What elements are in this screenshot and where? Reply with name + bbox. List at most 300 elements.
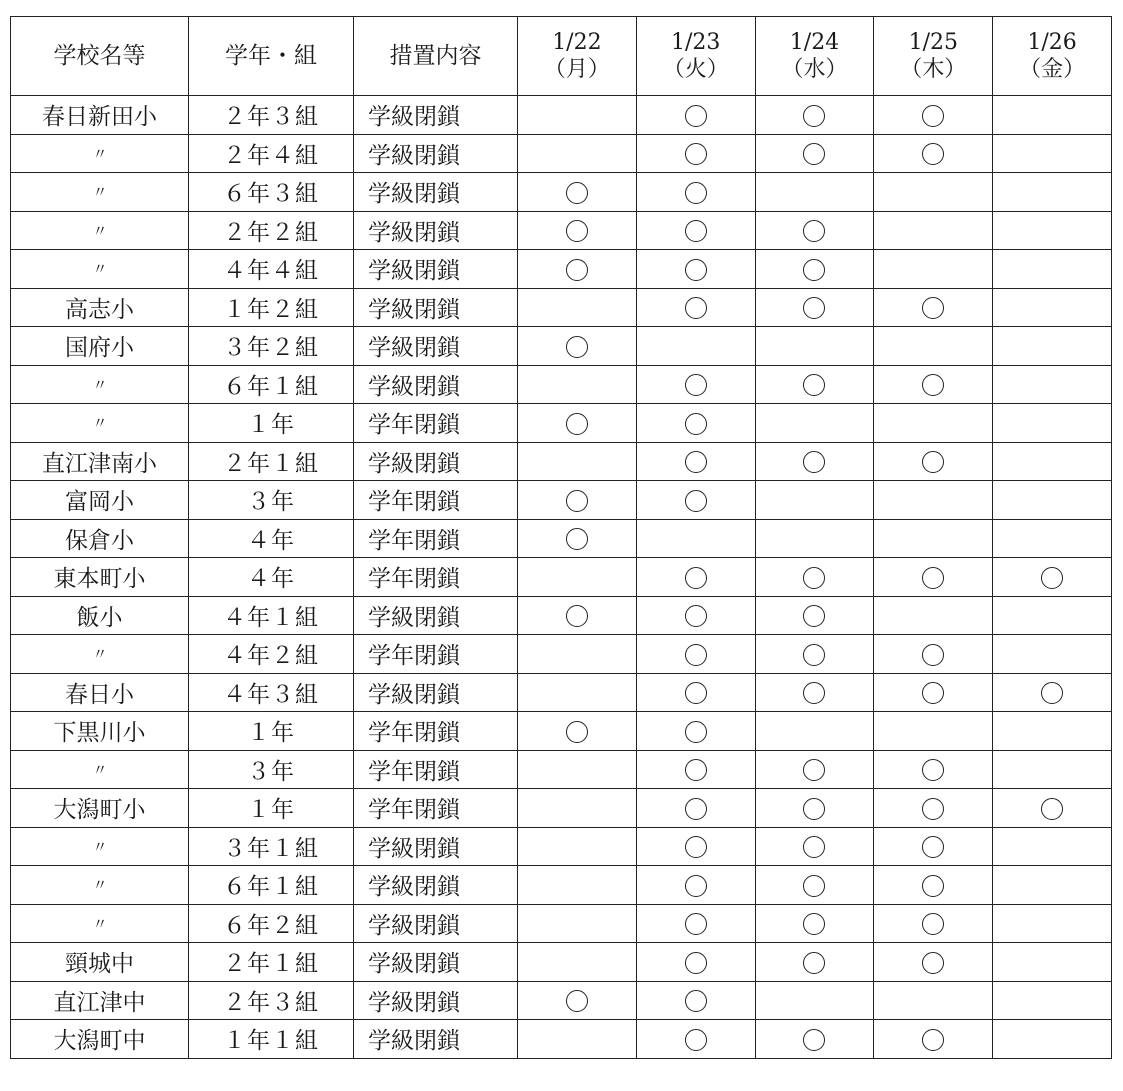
day-weekday: （水） [781,57,848,82]
closure-mark-icon [922,682,944,704]
measure-cell: 学級閉鎖 [354,96,518,135]
closure-mark-icon [922,836,944,858]
day-cell [874,327,993,366]
day-cell [993,173,1112,212]
day-cell [755,596,874,635]
grade-class-cell: １年２組 [189,288,354,327]
day-cell [636,558,755,597]
day-cell [755,827,874,866]
table-row [11,558,1112,597]
day-cell [518,250,637,289]
day-cell [993,673,1112,712]
day-cell [993,519,1112,558]
measure-cell: 学級閉鎖 [354,327,518,366]
closure-mark-icon [566,220,588,242]
day-column-header [755,17,874,96]
day-column-header [636,17,755,96]
measure-cell: 学級閉鎖 [354,173,518,212]
table-row [11,827,1112,866]
day-cell [636,904,755,943]
closure-mark-icon [803,875,825,897]
day-cell [874,134,993,173]
grade-class-cell: １年 [189,404,354,443]
day-cell [755,712,874,751]
measure-cell: 学級閉鎖 [354,442,518,481]
grade-class-cell: ４年 [189,519,354,558]
day-weekday: （火） [662,57,729,82]
measure-cell: 学年閉鎖 [354,558,518,597]
grade-class-cell: ２年１組 [189,943,354,982]
measure-cell: 学級閉鎖 [354,596,518,635]
closure-mark-icon [803,913,825,935]
closure-mark-icon [803,952,825,974]
day-cell [755,134,874,173]
closure-mark-icon [685,413,707,435]
day-cell [874,250,993,289]
day-cell [636,173,755,212]
measure-cell: 学級閉鎖 [354,904,518,943]
closure-mark-icon [803,836,825,858]
day-cell [993,327,1112,366]
measure-cell: 学年閉鎖 [354,750,518,789]
day-cell [636,250,755,289]
table-row [11,943,1112,982]
day-cell [993,365,1112,404]
day-column-header [874,17,993,96]
day-cell [518,134,637,173]
day-cell [993,250,1112,289]
day-cell [636,789,755,828]
closure-mark-icon [685,259,707,281]
closure-mark-icon [685,721,707,743]
day-cell [755,365,874,404]
school-name-cell: 春日小 [11,673,189,712]
closure-mark-icon [566,182,588,204]
day-cell [993,866,1112,905]
day-cell [874,442,993,481]
day-cell [874,789,993,828]
day-cell [993,904,1112,943]
day-cell [874,750,993,789]
closure-mark-icon [803,759,825,781]
measure-cell: 学年閉鎖 [354,789,518,828]
day-cell [636,327,755,366]
grade-class-cell: ３年２組 [189,327,354,366]
closure-mark-icon [685,182,707,204]
table-row [11,904,1112,943]
closure-mark-icon [685,759,707,781]
measure-cell: 学級閉鎖 [354,288,518,327]
day-cell [518,96,637,135]
header-row [11,17,1112,96]
measure-cell: 学年閉鎖 [354,635,518,674]
grade-class-cell: ２年４組 [189,134,354,173]
day-cell [636,673,755,712]
closure-mark-icon [685,105,707,127]
table-row [11,327,1112,366]
closure-mark-icon [922,952,944,974]
closure-mark-icon [803,644,825,666]
day-cell [874,365,993,404]
measure-cell: 学級閉鎖 [354,250,518,289]
closure-mark-icon [1041,682,1063,704]
grade-class-cell: ３年 [189,481,354,520]
day-cell [755,211,874,250]
day-cell [755,442,874,481]
day-cell [755,866,874,905]
closure-mark-icon [922,759,944,781]
closure-mark-icon [922,567,944,589]
day-cell [636,211,755,250]
closure-mark-icon [803,567,825,589]
measure-cell: 学級閉鎖 [354,943,518,982]
day-cell [636,404,755,443]
day-cell [993,288,1112,327]
table-row [11,96,1112,135]
day-cell [874,404,993,443]
closure-mark-icon [685,682,707,704]
day-cell [755,288,874,327]
grade-class-cell: ４年 [189,558,354,597]
day-cell [874,904,993,943]
day-cell [755,673,874,712]
closure-mark-icon [685,490,707,512]
closure-mark-icon [803,1029,825,1051]
day-cell [636,96,755,135]
day-cell [993,981,1112,1020]
day-cell [755,750,874,789]
day-cell [755,173,874,212]
measure-cell: 学級閉鎖 [354,365,518,404]
school-name-cell: 〃 [11,250,189,289]
day-date: 1/23 [670,29,721,55]
closure-mark-icon [685,567,707,589]
day-cell [636,481,755,520]
table-row [11,365,1112,404]
closure-mark-icon [685,451,707,473]
closure-mark-icon [922,297,944,319]
grade-class-cell: ２年２組 [189,211,354,250]
table-body [11,96,1112,1059]
table-row [11,981,1112,1020]
closure-mark-icon [566,605,588,627]
day-cell [518,750,637,789]
day-cell [636,712,755,751]
closure-mark-icon [1041,567,1063,589]
day-cell [993,134,1112,173]
day-cell [518,635,637,674]
day-cell [518,558,637,597]
day-cell [755,789,874,828]
day-cell [755,904,874,943]
measure-cell: 学年閉鎖 [354,404,518,443]
day-cell [874,96,993,135]
closure-mark-icon [803,374,825,396]
measure-cell: 学級閉鎖 [354,134,518,173]
grade-class-cell: ２年３組 [189,96,354,135]
day-cell [518,327,637,366]
day-cell [874,943,993,982]
closure-mark-icon [803,220,825,242]
measure-cell: 学年閉鎖 [354,712,518,751]
table-row [11,789,1112,828]
closure-mark-icon [922,105,944,127]
day-cell [636,288,755,327]
closure-mark-icon [685,297,707,319]
closure-table [10,16,1112,1059]
closure-mark-icon [803,451,825,473]
table-header [11,17,1112,96]
day-cell [874,558,993,597]
grade-class-cell: ４年１組 [189,596,354,635]
day-cell [993,943,1112,982]
day-cell [518,173,637,212]
day-cell [993,442,1112,481]
measure-cell: 学級閉鎖 [354,866,518,905]
day-cell [518,866,637,905]
day-date: 1/24 [789,29,840,55]
day-cell [755,250,874,289]
closure-mark-icon [566,721,588,743]
day-date: 1/22 [552,29,602,55]
day-weekday: （木） [900,57,967,82]
grade-class-cell: ２年３組 [189,981,354,1020]
grade-class-cell: １年 [189,712,354,751]
day-cell [874,635,993,674]
table-row [11,519,1112,558]
school-name-cell: 大潟町中 [11,1020,189,1059]
closure-mark-icon [803,297,825,319]
day-cell [874,673,993,712]
school-name-cell: 〃 [11,750,189,789]
day-cell [874,827,993,866]
closure-mark-icon [685,875,707,897]
day-cell [518,712,637,751]
day-cell [636,596,755,635]
school-name-cell: 〃 [11,635,189,674]
day-cell [518,981,637,1020]
school-column-header: 学校名等 [11,17,189,96]
school-name-cell: 〃 [11,904,189,943]
day-cell [518,288,637,327]
closure-mark-icon [803,259,825,281]
day-cell [636,134,755,173]
closure-mark-icon [922,374,944,396]
table-row [11,1020,1112,1059]
grade-column-header: 学年・組 [189,17,354,96]
day-cell [636,943,755,982]
school-name-cell: 保倉小 [11,519,189,558]
day-cell [874,288,993,327]
school-name-cell: 飯小 [11,596,189,635]
day-cell [993,712,1112,751]
day-cell [636,1020,755,1059]
table-row [11,673,1112,712]
closure-mark-icon [922,875,944,897]
table-row [11,288,1112,327]
closure-mark-icon [685,990,707,1012]
school-name-cell: 頸城中 [11,943,189,982]
day-cell [993,481,1112,520]
day-cell [993,96,1112,135]
table-row [11,211,1112,250]
closure-mark-icon [685,913,707,935]
school-name-cell: 富岡小 [11,481,189,520]
closure-mark-icon [922,143,944,165]
day-cell [636,635,755,674]
grade-class-cell: ６年３組 [189,173,354,212]
closure-mark-icon [685,836,707,858]
day-cell [636,981,755,1020]
day-column-header [518,17,637,96]
day-cell [874,519,993,558]
closure-mark-icon [685,374,707,396]
day-cell [993,1020,1112,1059]
measure-cell: 学年閉鎖 [354,481,518,520]
closure-mark-icon [922,451,944,473]
school-name-cell: 〃 [11,866,189,905]
closure-mark-icon [685,143,707,165]
day-cell [755,327,874,366]
measure-cell: 学年閉鎖 [354,519,518,558]
day-cell [874,173,993,212]
closure-mark-icon [566,413,588,435]
grade-class-cell: １年１組 [189,1020,354,1059]
grade-class-cell: ６年１組 [189,866,354,905]
day-cell [755,404,874,443]
day-cell [518,1020,637,1059]
school-name-cell: 下黒川小 [11,712,189,751]
day-cell [518,789,637,828]
closure-mark-icon [922,644,944,666]
closure-mark-icon [803,143,825,165]
day-column-header [993,17,1112,96]
closure-mark-icon [685,952,707,974]
closure-mark-icon [922,798,944,820]
day-cell [993,211,1112,250]
school-name-cell: 国府小 [11,327,189,366]
table-row [11,596,1112,635]
day-cell [518,211,637,250]
day-cell [518,904,637,943]
day-cell [993,596,1112,635]
grade-class-cell: ４年３組 [189,673,354,712]
day-cell [636,519,755,558]
grade-class-cell: ４年４組 [189,250,354,289]
closure-mark-icon [922,1029,944,1051]
day-cell [755,981,874,1020]
table-row [11,750,1112,789]
day-cell [755,558,874,597]
table-row [11,712,1112,751]
day-cell [636,750,755,789]
day-cell [518,596,637,635]
closure-mark-icon [803,105,825,127]
closure-mark-icon [685,644,707,666]
day-cell [755,943,874,982]
day-cell [993,404,1112,443]
day-cell [636,866,755,905]
day-cell [755,519,874,558]
grade-class-cell: ２年１組 [189,442,354,481]
closure-mark-icon [685,798,707,820]
day-cell [518,404,637,443]
school-name-cell: 直江津南小 [11,442,189,481]
grade-class-cell: ３年１組 [189,827,354,866]
closure-mark-icon [566,259,588,281]
day-cell [874,1020,993,1059]
grade-class-cell: ６年２組 [189,904,354,943]
table-row [11,250,1112,289]
grade-class-cell: ６年１組 [189,365,354,404]
school-name-cell: 〃 [11,211,189,250]
day-cell [636,827,755,866]
table-row [11,173,1112,212]
day-weekday: （月） [543,57,610,82]
measure-column-header: 措置内容 [354,17,518,96]
day-cell [755,96,874,135]
day-cell [636,442,755,481]
school-name-cell: 〃 [11,404,189,443]
closure-mark-icon [566,336,588,358]
closure-mark-icon [566,528,588,550]
day-cell [518,442,637,481]
day-date: 1/25 [908,29,958,55]
measure-cell: 学級閉鎖 [354,673,518,712]
school-name-cell: 春日新田小 [11,96,189,135]
measure-cell: 学級閉鎖 [354,981,518,1020]
grade-class-cell: ３年 [189,750,354,789]
measure-cell: 学級閉鎖 [354,827,518,866]
closure-mark-icon [566,490,588,512]
closure-mark-icon [685,1029,707,1051]
table-row [11,404,1112,443]
closure-mark-icon [803,605,825,627]
day-cell [874,481,993,520]
closure-mark-icon [566,990,588,1012]
grade-class-cell: ４年２組 [189,635,354,674]
day-cell [993,635,1112,674]
day-cell [636,365,755,404]
measure-cell: 学級閉鎖 [354,1020,518,1059]
table-row [11,134,1112,173]
closure-mark-icon [922,913,944,935]
day-cell [874,866,993,905]
closure-mark-icon [1041,798,1063,820]
closure-mark-icon [685,220,707,242]
school-name-cell: 〃 [11,827,189,866]
day-cell [518,481,637,520]
closure-mark-icon [803,682,825,704]
day-cell [993,827,1112,866]
day-cell [755,635,874,674]
table-row [11,442,1112,481]
day-cell [874,981,993,1020]
day-cell [874,712,993,751]
day-date: 1/26 [1027,29,1077,55]
day-cell [993,558,1112,597]
day-cell [518,519,637,558]
school-name-cell: 大潟町小 [11,789,189,828]
school-name-cell: 〃 [11,173,189,212]
table-row [11,635,1112,674]
table-row [11,866,1112,905]
school-name-cell: 東本町小 [11,558,189,597]
day-cell [518,673,637,712]
school-name-cell: 高志小 [11,288,189,327]
day-cell [518,365,637,404]
school-name-cell: 直江津中 [11,981,189,1020]
